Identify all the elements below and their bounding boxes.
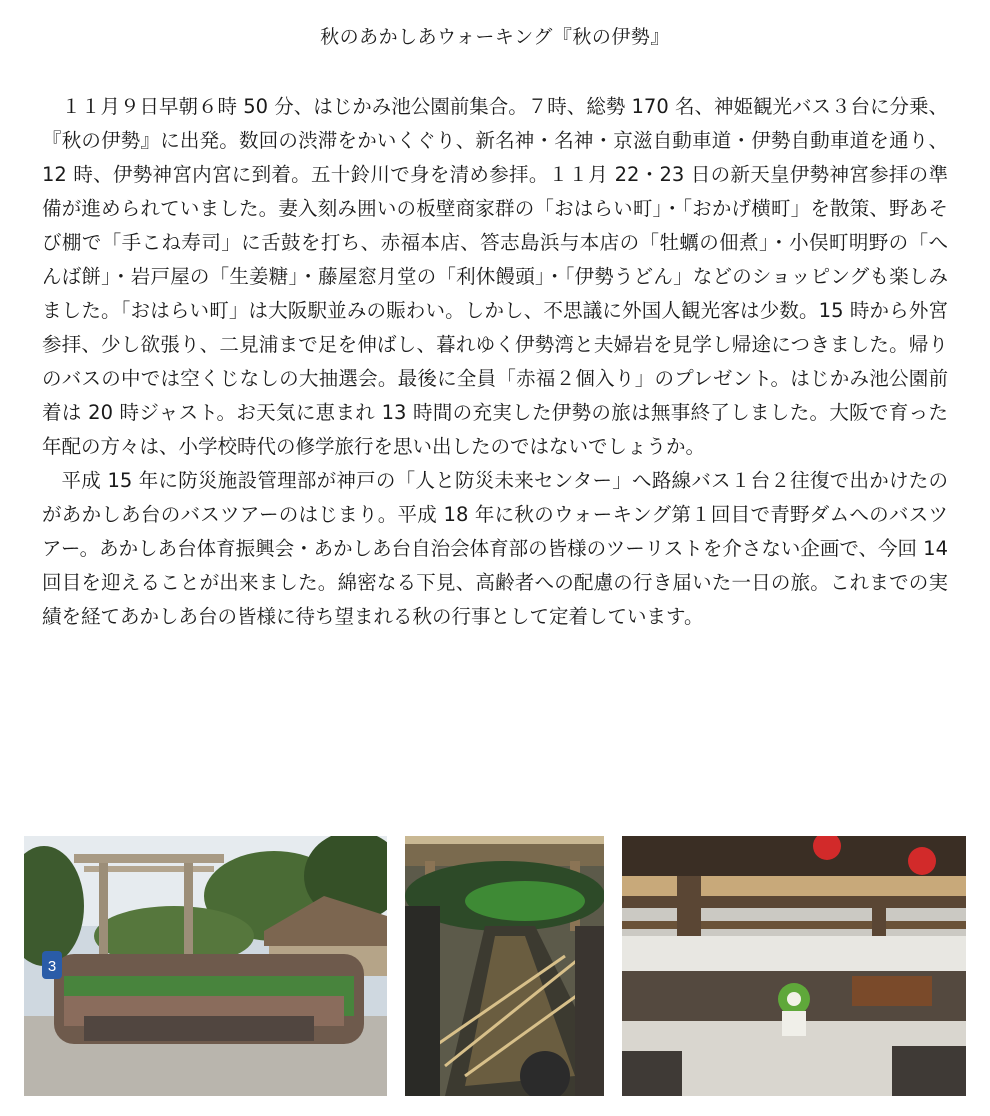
article-title: 秋のあかしあウォーキング『秋の伊勢』 bbox=[320, 26, 670, 48]
performance-photo bbox=[622, 836, 966, 1096]
purification-photo-image bbox=[405, 836, 604, 1096]
photo-row bbox=[0, 836, 990, 1096]
group-photo bbox=[24, 836, 387, 1096]
article-paragraph-2: 平成 15 年に防災施設管理部が神戸の「人と防災未来センター」へ路線バス１台２往復で出かけたのがあかしあ台のバスツアーのはじまり。平成 18 年に秋のウォーキング第１回目で青野ダムへのバスツアー。あかしあ台体育振興会・あかしあ台自治会体育部の皆様のツーリストを介さない企画で、今回 14 回目を迎えることが出来ました。綿密なる下見、高齢者への配慮の行き届いた一日の旅。これまでの実績を経てあかしあ台の皆様に待ち望まれる秋の行事として定着しています。 bbox=[42, 469, 948, 628]
article-paragraph-1: １１月９日早朝６時 50 分、はじかみ池公園前集合。７時、総勢 170 名、神姫観光バス３台に分乗、『秋の伊勢』に出発。数回の渋滞をかいくぐり、新名神・名神・京滋自動車道・伊勢自動車道を通り、12 時、伊勢神宮内宮に到着。五十鈴川で身を清め参拝。１１月 22・23 日の新天皇伊勢神宮参拝の準備が進められていました。妻入刻み囲いの板壁商家群の「おはらい町」・「おかげ横町」を散策、野あそび棚で「手こね寿司」に舌鼓を打ち、赤福本店、答志島浜与本店の「牡蠣の佃煮」・小俣町明野の「へんば餅」・岩戸屋の「生姜糖」・藤屋窓月堂の「利休饅頭」・「伊勢うどん」などのショッピングも楽しみました。「おはらい町」は大阪駅並みの賑わい。しかし、不思議に外国人観光客は少数。15 時から外宮参拝、少し欲張り、二見浦まで足を伸ばし、暮れゆく伊勢湾と夫婦岩を見学し帰途につきました。帰りのバスの中では空くじなしの大抽選会。最後に全員「赤福２個入り」のプレゼント。はじかみ池公園前着は 20 時ジャスト。お天気に恵まれ 13 時間の充実した伊勢の旅は無事終了しました。大阪で育った年配の方々は、小学校時代の修学旅行を思い出したのではないでしょうか。 bbox=[42, 95, 948, 458]
bus-number-badge: 3 bbox=[47, 958, 57, 975]
purification-photo bbox=[405, 836, 604, 1096]
performance-photo-image bbox=[622, 836, 966, 1096]
group-photo-image bbox=[24, 836, 387, 1096]
article-body bbox=[42, 90, 948, 634]
